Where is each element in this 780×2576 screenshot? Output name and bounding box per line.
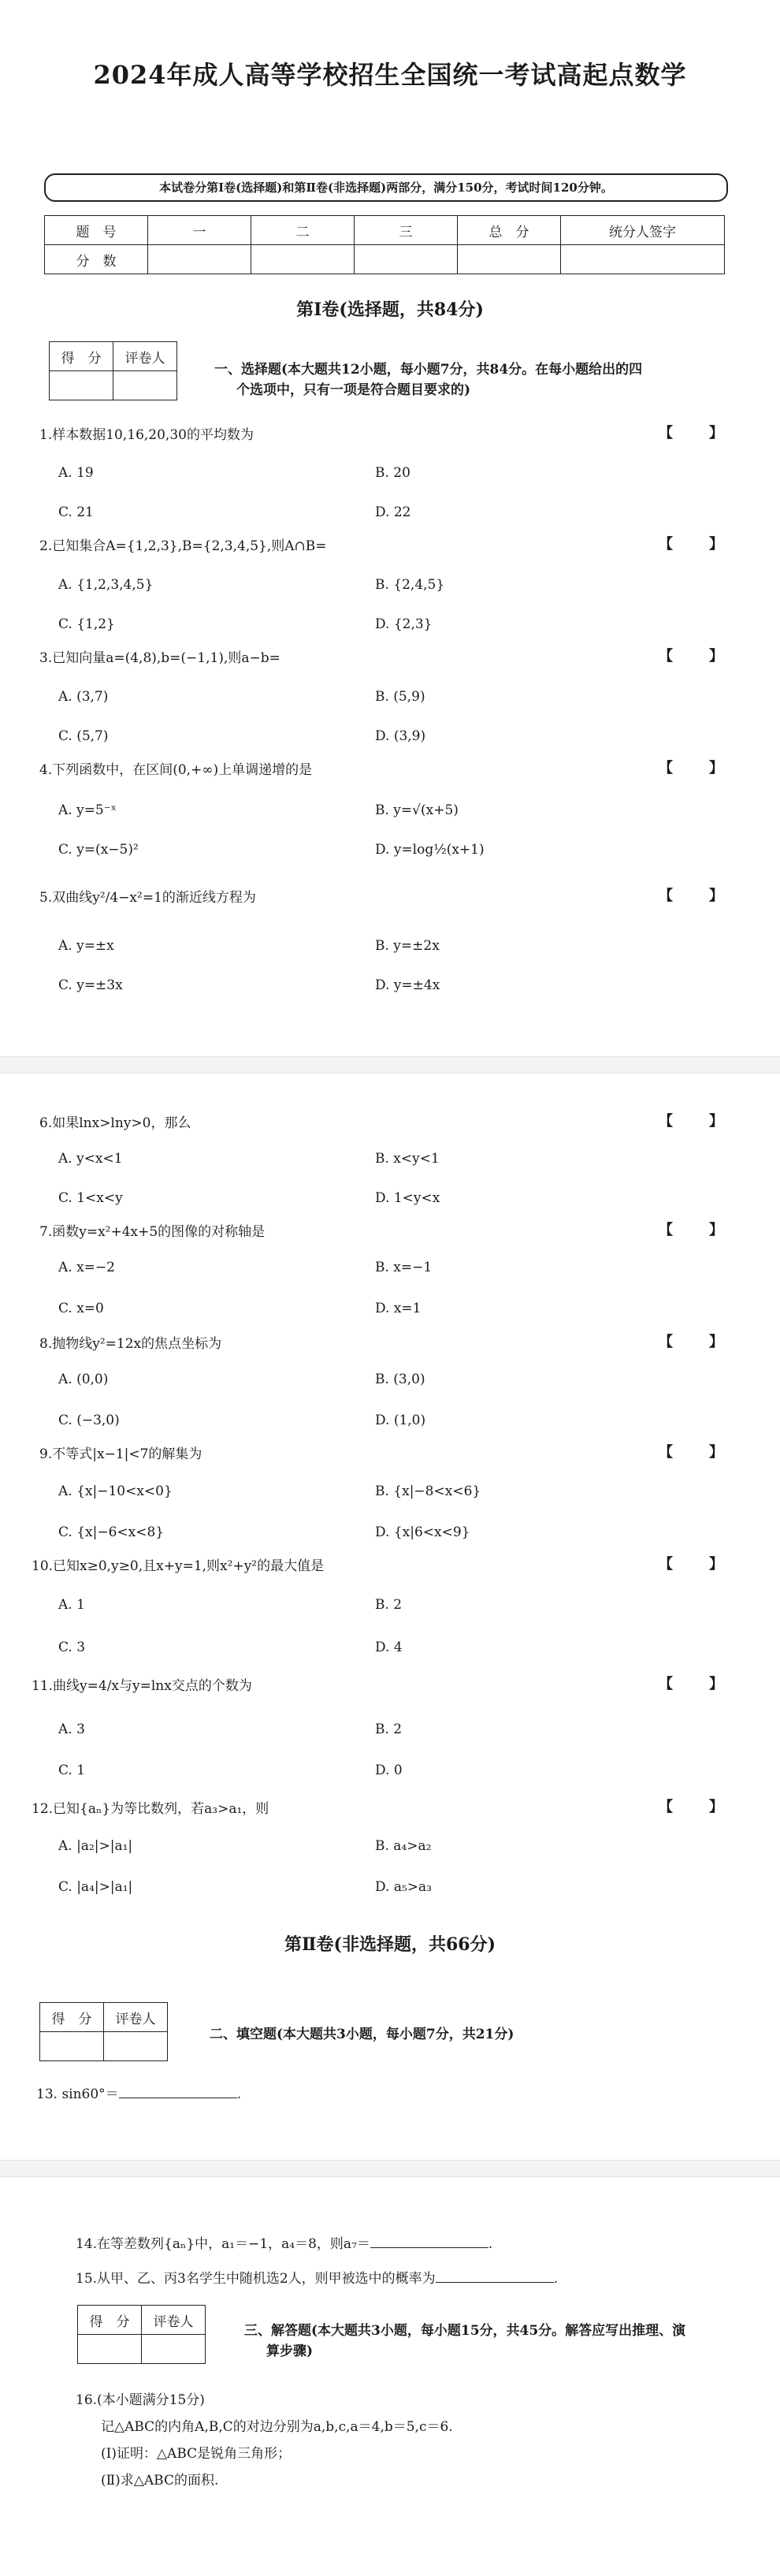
question-6-stem: 6.如果lnx>lny>0，那么: [39, 1115, 191, 1131]
score-table-cell: 三: [355, 216, 458, 245]
question-7-stem: 7.函数y=x²+4x+5的图像的对称轴是: [39, 1224, 266, 1240]
option-c: C. (5,7): [58, 728, 109, 744]
option-b: B. x<y<1: [375, 1151, 440, 1167]
score-table-header-row: [45, 216, 725, 245]
grader-reviewer-label: 评卷人: [104, 2003, 168, 2032]
option-b: B. {2,4,5}: [375, 577, 445, 593]
option-c: C. {1,2}: [58, 616, 115, 632]
score-table-cell: 分 数: [45, 245, 148, 274]
section1-description: [214, 359, 719, 400]
question-3-stem: 3.已知向量a=(4,8),b=(−1,1),则a−b=: [39, 650, 280, 666]
option-a: A. 3: [58, 1722, 85, 1737]
question-12-stem: 12.已知{aₙ}为等比数列，若a₃>a₁，则: [32, 1801, 269, 1817]
page-separator: [0, 2160, 780, 2177]
grader-score-label: 得 分: [40, 2003, 104, 2032]
option-a: A. |a₂|>|a₁|: [58, 1838, 133, 1854]
answer-bracket[interactable]: 【 】: [659, 760, 734, 776]
option-d: D. 0: [375, 1763, 403, 1778]
grader-score-label: 得 分: [50, 342, 113, 371]
grader-box-3: [77, 2305, 206, 2364]
section1-desc-line: 一、选择题(本大题共12小题，每小题7分，共84分。在每小题给出的四: [214, 362, 643, 378]
score-table-cell: 统分人签字: [561, 216, 725, 245]
question-14-end: .: [488, 2236, 493, 2252]
section3-desc-line: 三、解答题(本大题共3小题，每小题15分，共45分。解答应写出推理、演: [244, 2323, 686, 2339]
option-a: A. y=5⁻ˣ: [58, 802, 117, 818]
answer-bracket[interactable]: 【 】: [659, 1222, 734, 1238]
question-16-body: 记△ABC的内角A,B,C的对边分别为a,b,c,a＝4,b＝5,c＝6.: [101, 2419, 453, 2435]
answer-bracket[interactable]: 【 】: [659, 648, 734, 664]
option-a: A. 19: [58, 465, 94, 481]
question-15-stem: 15.从甲、乙、丙3名学生中随机选2人，则甲被选中的概率为: [76, 2271, 436, 2287]
question-14-stem: 14.在等差数列{aₙ}中，a₁＝−1，a₄＝8，则a₇＝: [76, 2236, 370, 2252]
exam-notice: 本试卷分第Ⅰ卷(选择题)和第Ⅱ卷(非选择题)两部分，满分150分，考试时间120分钟。: [44, 173, 728, 202]
answer-bracket[interactable]: 【 】: [659, 1676, 734, 1692]
option-d: D. {2,3}: [375, 616, 433, 632]
score-blank-cell: [561, 245, 725, 274]
question-14: [76, 2232, 492, 2252]
option-d: D. a₅>a₃: [375, 1879, 432, 1895]
question-11-stem: 11.曲线y=4/x与y=lnx交点的个数为: [32, 1678, 252, 1694]
answer-bracket[interactable]: 【 】: [659, 1334, 734, 1350]
option-c: C. {x|−6<x<8}: [58, 1524, 165, 1540]
option-b: B. y=±2x: [375, 938, 440, 954]
option-d: D. y=±4x: [375, 977, 440, 993]
option-d: D. (1,0): [375, 1413, 426, 1428]
score-table-cell: 一: [148, 216, 251, 245]
option-b: B. a₄>a₂: [375, 1838, 432, 1854]
option-c: C. y=±3x: [58, 977, 123, 993]
option-d: D. {x|6<x<9}: [375, 1524, 470, 1540]
section3-desc-line: 算步骤): [266, 2343, 314, 2359]
answer-bracket[interactable]: 【 】: [659, 1556, 734, 1573]
option-c: C. |a₄|>|a₁|: [58, 1879, 133, 1895]
answer-bracket[interactable]: 【 】: [659, 425, 734, 441]
answer-blank-15[interactable]: [436, 2268, 554, 2283]
score-blank-cell: [458, 245, 561, 274]
option-a: A. y<x<1: [58, 1151, 123, 1167]
option-d: D. (3,9): [375, 728, 426, 744]
grader-blank: [78, 2335, 142, 2364]
grader-blank: [142, 2335, 206, 2364]
question-16-head: 16.(本小题满分15分): [76, 2392, 205, 2408]
option-d: D. x=1: [375, 1301, 422, 1316]
option-b: B. {x|−8<x<6}: [375, 1483, 481, 1499]
option-b: B. 2: [375, 1722, 403, 1737]
score-table-cell: 题 号: [45, 216, 148, 245]
grader-blank: [50, 371, 113, 400]
score-table-cell: 二: [251, 216, 355, 245]
answer-bracket[interactable]: 【 】: [659, 888, 734, 904]
question-15: [76, 2267, 558, 2287]
score-blank-cell: [251, 245, 355, 274]
option-d: D. 4: [375, 1640, 403, 1655]
score-blank-cell: [355, 245, 458, 274]
answer-bracket[interactable]: 【 】: [659, 1799, 734, 1815]
question-1-stem: 1.样本数据10,16,20,30的平均数为: [39, 427, 254, 443]
grader-reviewer-label: 评卷人: [142, 2306, 206, 2335]
question-2-stem: 2.已知集合A={1,2,3},B={2,3,4,5},则A∩B=: [39, 538, 327, 554]
question-15-end: .: [553, 2271, 559, 2287]
option-c: C. x=0: [58, 1301, 104, 1316]
option-c: C. 1: [58, 1763, 86, 1778]
option-b: B. (3,0): [375, 1372, 425, 1387]
score-blank-cell: [148, 245, 251, 274]
question-13: [36, 2083, 241, 2102]
page-separator: [0, 1056, 780, 1074]
grader-score-label: 得 分: [78, 2306, 142, 2335]
option-b: B. 2: [375, 1597, 403, 1613]
option-d: D. y=log½(x+1): [375, 842, 485, 858]
grader-box-1: [49, 341, 177, 400]
section1-desc-line: 个选项中，只有一项是符合题目要求的): [236, 382, 471, 398]
section2-description: 二、填空题(本大题共3小题，每小题7分，共21分): [210, 2027, 514, 2042]
option-d: D. 1<y<x: [375, 1190, 440, 1206]
answer-blank-13[interactable]: [119, 2083, 237, 2098]
option-c: C. 3: [58, 1640, 86, 1655]
question-13-end: .: [236, 2086, 242, 2102]
option-c: C. y=(x−5)²: [58, 842, 139, 858]
grader-box-2: [39, 2002, 168, 2061]
answer-bracket[interactable]: 【 】: [659, 1113, 734, 1130]
score-table: [44, 215, 725, 274]
question-4-stem: 4.下列函数中，在区间(0,+∞)上单调递增的是: [39, 762, 313, 778]
part1-title: 第Ⅰ卷(选择题，共84分): [296, 300, 484, 320]
question-10-stem: 10.已知x≥0,y≥0,且x+y=1,则x²+y²的最大值是: [32, 1558, 325, 1574]
option-c: C. 21: [58, 504, 94, 520]
question-16-part-ii: (Ⅱ)求△ABC的面积.: [101, 2473, 219, 2489]
option-a: A. x=−2: [58, 1260, 115, 1275]
answer-bracket[interactable]: 【 】: [659, 1444, 734, 1461]
score-table-cell: 总 分: [458, 216, 561, 245]
option-a: A. 1: [58, 1597, 85, 1613]
question-16-part-i: (Ⅰ)证明：△ABC是锐角三角形；: [101, 2446, 292, 2462]
question-9-stem: 9.不等式|x−1|<7的解集为: [39, 1446, 202, 1462]
grader-reviewer-label: 评卷人: [113, 342, 177, 371]
page-title: 2024年成人高等学校招生全国统一考试高起点数学: [93, 60, 687, 90]
option-c: C. 1<x<y: [58, 1190, 123, 1206]
option-c: C. (−3,0): [58, 1413, 120, 1428]
part2-title: 第Ⅱ卷(非选择题，共66分): [284, 1934, 496, 1955]
option-a: A. {x|−10<x<0}: [58, 1483, 173, 1499]
question-5-stem: 5.双曲线y²/4−x²=1的渐近线方程为: [39, 890, 256, 906]
grader-blank: [113, 371, 177, 400]
option-d: D. 22: [375, 504, 411, 520]
option-a: A. {1,2,3,4,5}: [58, 577, 154, 593]
option-a: A. y=±x: [58, 938, 114, 954]
option-b: B. 20: [375, 465, 410, 481]
grader-blank: [40, 2032, 104, 2061]
option-b: B. y=√(x+5): [375, 802, 459, 818]
option-a: A. (0,0): [58, 1372, 109, 1387]
option-b: B. x=−1: [375, 1260, 433, 1275]
score-table-score-row: [45, 245, 725, 274]
answer-bracket[interactable]: 【 】: [659, 536, 734, 553]
section3-description: [244, 2321, 748, 2362]
grader-blank: [104, 2032, 168, 2061]
question-8-stem: 8.抛物线y²=12x的焦点坐标为: [39, 1336, 222, 1352]
question-13-stem: 13. sin60°＝: [36, 2086, 119, 2102]
answer-blank-14[interactable]: [370, 2233, 488, 2248]
option-b: B. (5,9): [375, 689, 425, 705]
option-a: A. (3,7): [58, 689, 109, 705]
